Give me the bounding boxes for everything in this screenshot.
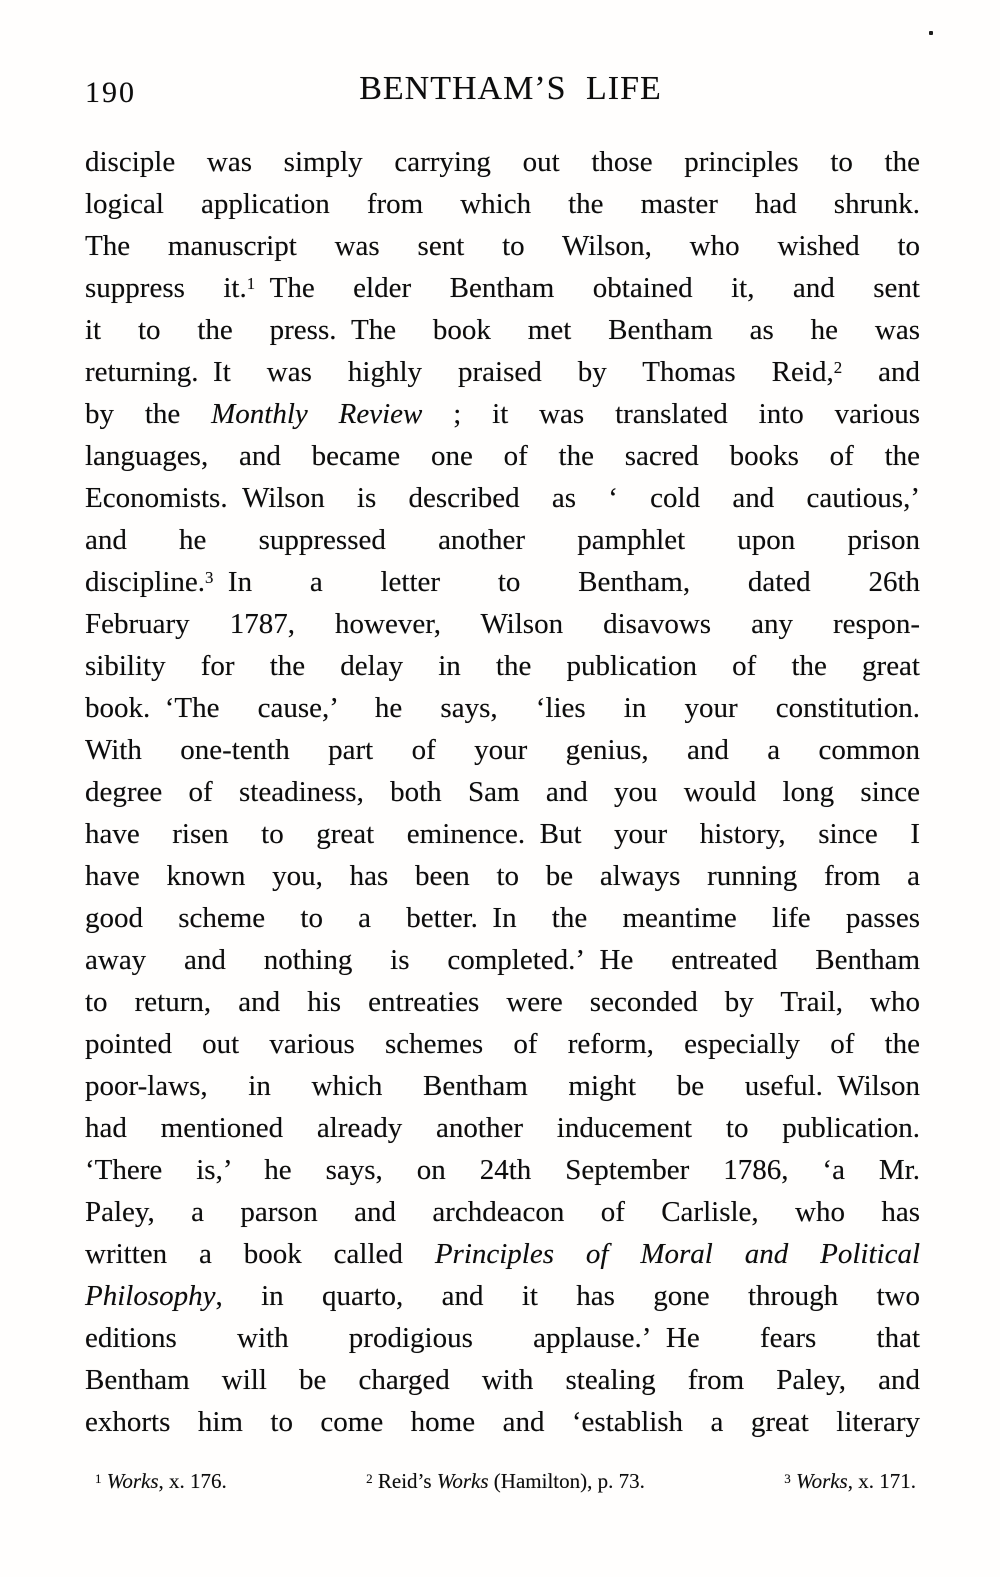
text-segment: languages, and became one of the sacred books of the: [85, 440, 920, 472]
text-segment: degree of steadiness, both Sam and you would long since: [85, 776, 920, 808]
body-line: [85, 729, 920, 771]
text-segment: good scheme to a better. In the meantime life passes: [85, 902, 920, 934]
body-line: [85, 1191, 920, 1233]
text-segment: and he suppressed another pamphlet upon prison: [85, 524, 920, 556]
text-segment: Works: [436, 1469, 489, 1493]
body-line: [85, 813, 920, 855]
body-line: [85, 1023, 920, 1065]
body-line: [85, 645, 920, 687]
body-line: [85, 1401, 920, 1443]
body-line: [85, 183, 920, 225]
body-line: [85, 141, 920, 183]
body-line: [85, 1065, 920, 1107]
footnotes: [85, 1466, 920, 1496]
body-line: [85, 1317, 920, 1359]
body-line: [85, 393, 920, 435]
text-segment: to return, and his entreaties were seconded by Trail, who: [85, 986, 920, 1018]
body-line: [85, 1359, 920, 1401]
text-segment: away and nothing is completed.’ He entreated Bentham: [85, 944, 920, 976]
text-segment: pointed out various schemes of reform, especially of the: [85, 1028, 920, 1060]
footnote-ref: 2: [833, 357, 843, 377]
body-line: [85, 477, 920, 519]
text-segment: ; it was translated into various: [422, 398, 920, 430]
text-segment: discipline.: [85, 566, 206, 598]
body-line: [85, 855, 920, 897]
text-segment: disciple was simply carrying out those principles to the: [85, 146, 920, 178]
body-line: [85, 267, 920, 309]
text-segment: , in quarto, and it has gone through two: [215, 1280, 920, 1312]
body-line: [85, 1275, 920, 1317]
text-segment: book. ‘The cause,’ he says, ‘lies in your constitution.: [85, 692, 920, 724]
text-segment: , x. 176.: [158, 1469, 227, 1493]
body-line: [85, 351, 920, 393]
body-line: [85, 1233, 920, 1275]
text-segment: ‘There is,’ he says, on 24th September 1786, ‘a Mr.: [85, 1154, 920, 1186]
page-number: 190: [85, 76, 136, 109]
body-text: [85, 141, 920, 1443]
body-line: [85, 939, 920, 981]
text-segment: Works: [106, 1469, 159, 1493]
text-segment: editions with prodigious applause.’ He fears that: [85, 1322, 920, 1354]
text-segment: written a book called: [85, 1238, 435, 1270]
scan-speck: [929, 31, 933, 35]
footnote-ref: 3: [784, 1470, 791, 1486]
text-segment: had mentioned already another inducement to publication.: [85, 1112, 920, 1144]
footnote: [95, 1466, 227, 1496]
text-segment: Principles of Moral and Political: [434, 1238, 920, 1270]
text-segment: The elder Bentham obtained it, and sent: [255, 272, 920, 304]
running-header-title: BENTHAM’S LIFE: [359, 70, 662, 107]
text-segment: have risen to great eminence. But your history, since I: [85, 818, 920, 850]
text-segment: February 1787, however, Wilson disavows any respon-: [85, 608, 920, 640]
text-segment: logical application from which the master had shrunk.: [85, 188, 920, 220]
text-segment: by the: [85, 398, 212, 430]
text-segment: it to the press. The book met Bentham as he was: [85, 314, 920, 346]
text-segment: With one-tenth part of your genius, and a common: [85, 734, 920, 766]
body-line: [85, 1107, 920, 1149]
body-line: [85, 225, 920, 267]
text-segment: In a letter to Bentham, dated 26th: [213, 566, 920, 598]
body-line: [85, 603, 920, 645]
text-segment: poor-laws, in which Bentham might be useful. Wilson: [85, 1070, 920, 1102]
body-line: [85, 435, 920, 477]
text-segment: Philosophy: [85, 1280, 216, 1312]
body-line: [85, 561, 920, 603]
text-segment: Monthly Review: [211, 398, 423, 430]
body-line: [85, 519, 920, 561]
body-line: [85, 771, 920, 813]
text-segment: , x. 171.: [847, 1469, 916, 1493]
text-segment: exhorts him to come home and ‘establish a great literary: [85, 1406, 920, 1438]
page-header: [85, 70, 920, 110]
text-segment: Works: [796, 1469, 848, 1493]
footnote-ref: 1: [246, 273, 256, 293]
body-line: [85, 309, 920, 351]
text-segment: The manuscript was sent to Wilson, who wished to: [85, 230, 920, 262]
text-segment: Economists. Wilson is described as ‘ cold and cautious,’: [85, 482, 920, 514]
text-segment: Reid’s: [372, 1469, 437, 1493]
footnote-ref: 2: [366, 1470, 373, 1486]
text-segment: returning. It was highly praised by Thomas Reid,: [85, 356, 834, 388]
body-line: [85, 1149, 920, 1191]
footnote: [784, 1466, 916, 1496]
text-segment: have known you, has been to be always running from a: [85, 860, 920, 892]
body-line: [85, 687, 920, 729]
footnote-ref: 3: [205, 567, 214, 587]
text-segment: Paley, a parson and archdeacon of Carlisle, who has: [85, 1196, 920, 1228]
text-segment: sibility for the delay in the publication of the great: [85, 650, 920, 682]
body-line: [85, 981, 920, 1023]
text-segment: (Hamilton), p. 73.: [488, 1469, 645, 1493]
footnote: [366, 1466, 645, 1496]
text-segment: suppress it.: [85, 272, 247, 304]
body-line: [85, 897, 920, 939]
text-segment: Bentham will be charged with stealing from Paley, and: [85, 1364, 920, 1396]
text-segment: and: [842, 356, 920, 388]
footnote-ref: 1: [95, 1470, 102, 1486]
